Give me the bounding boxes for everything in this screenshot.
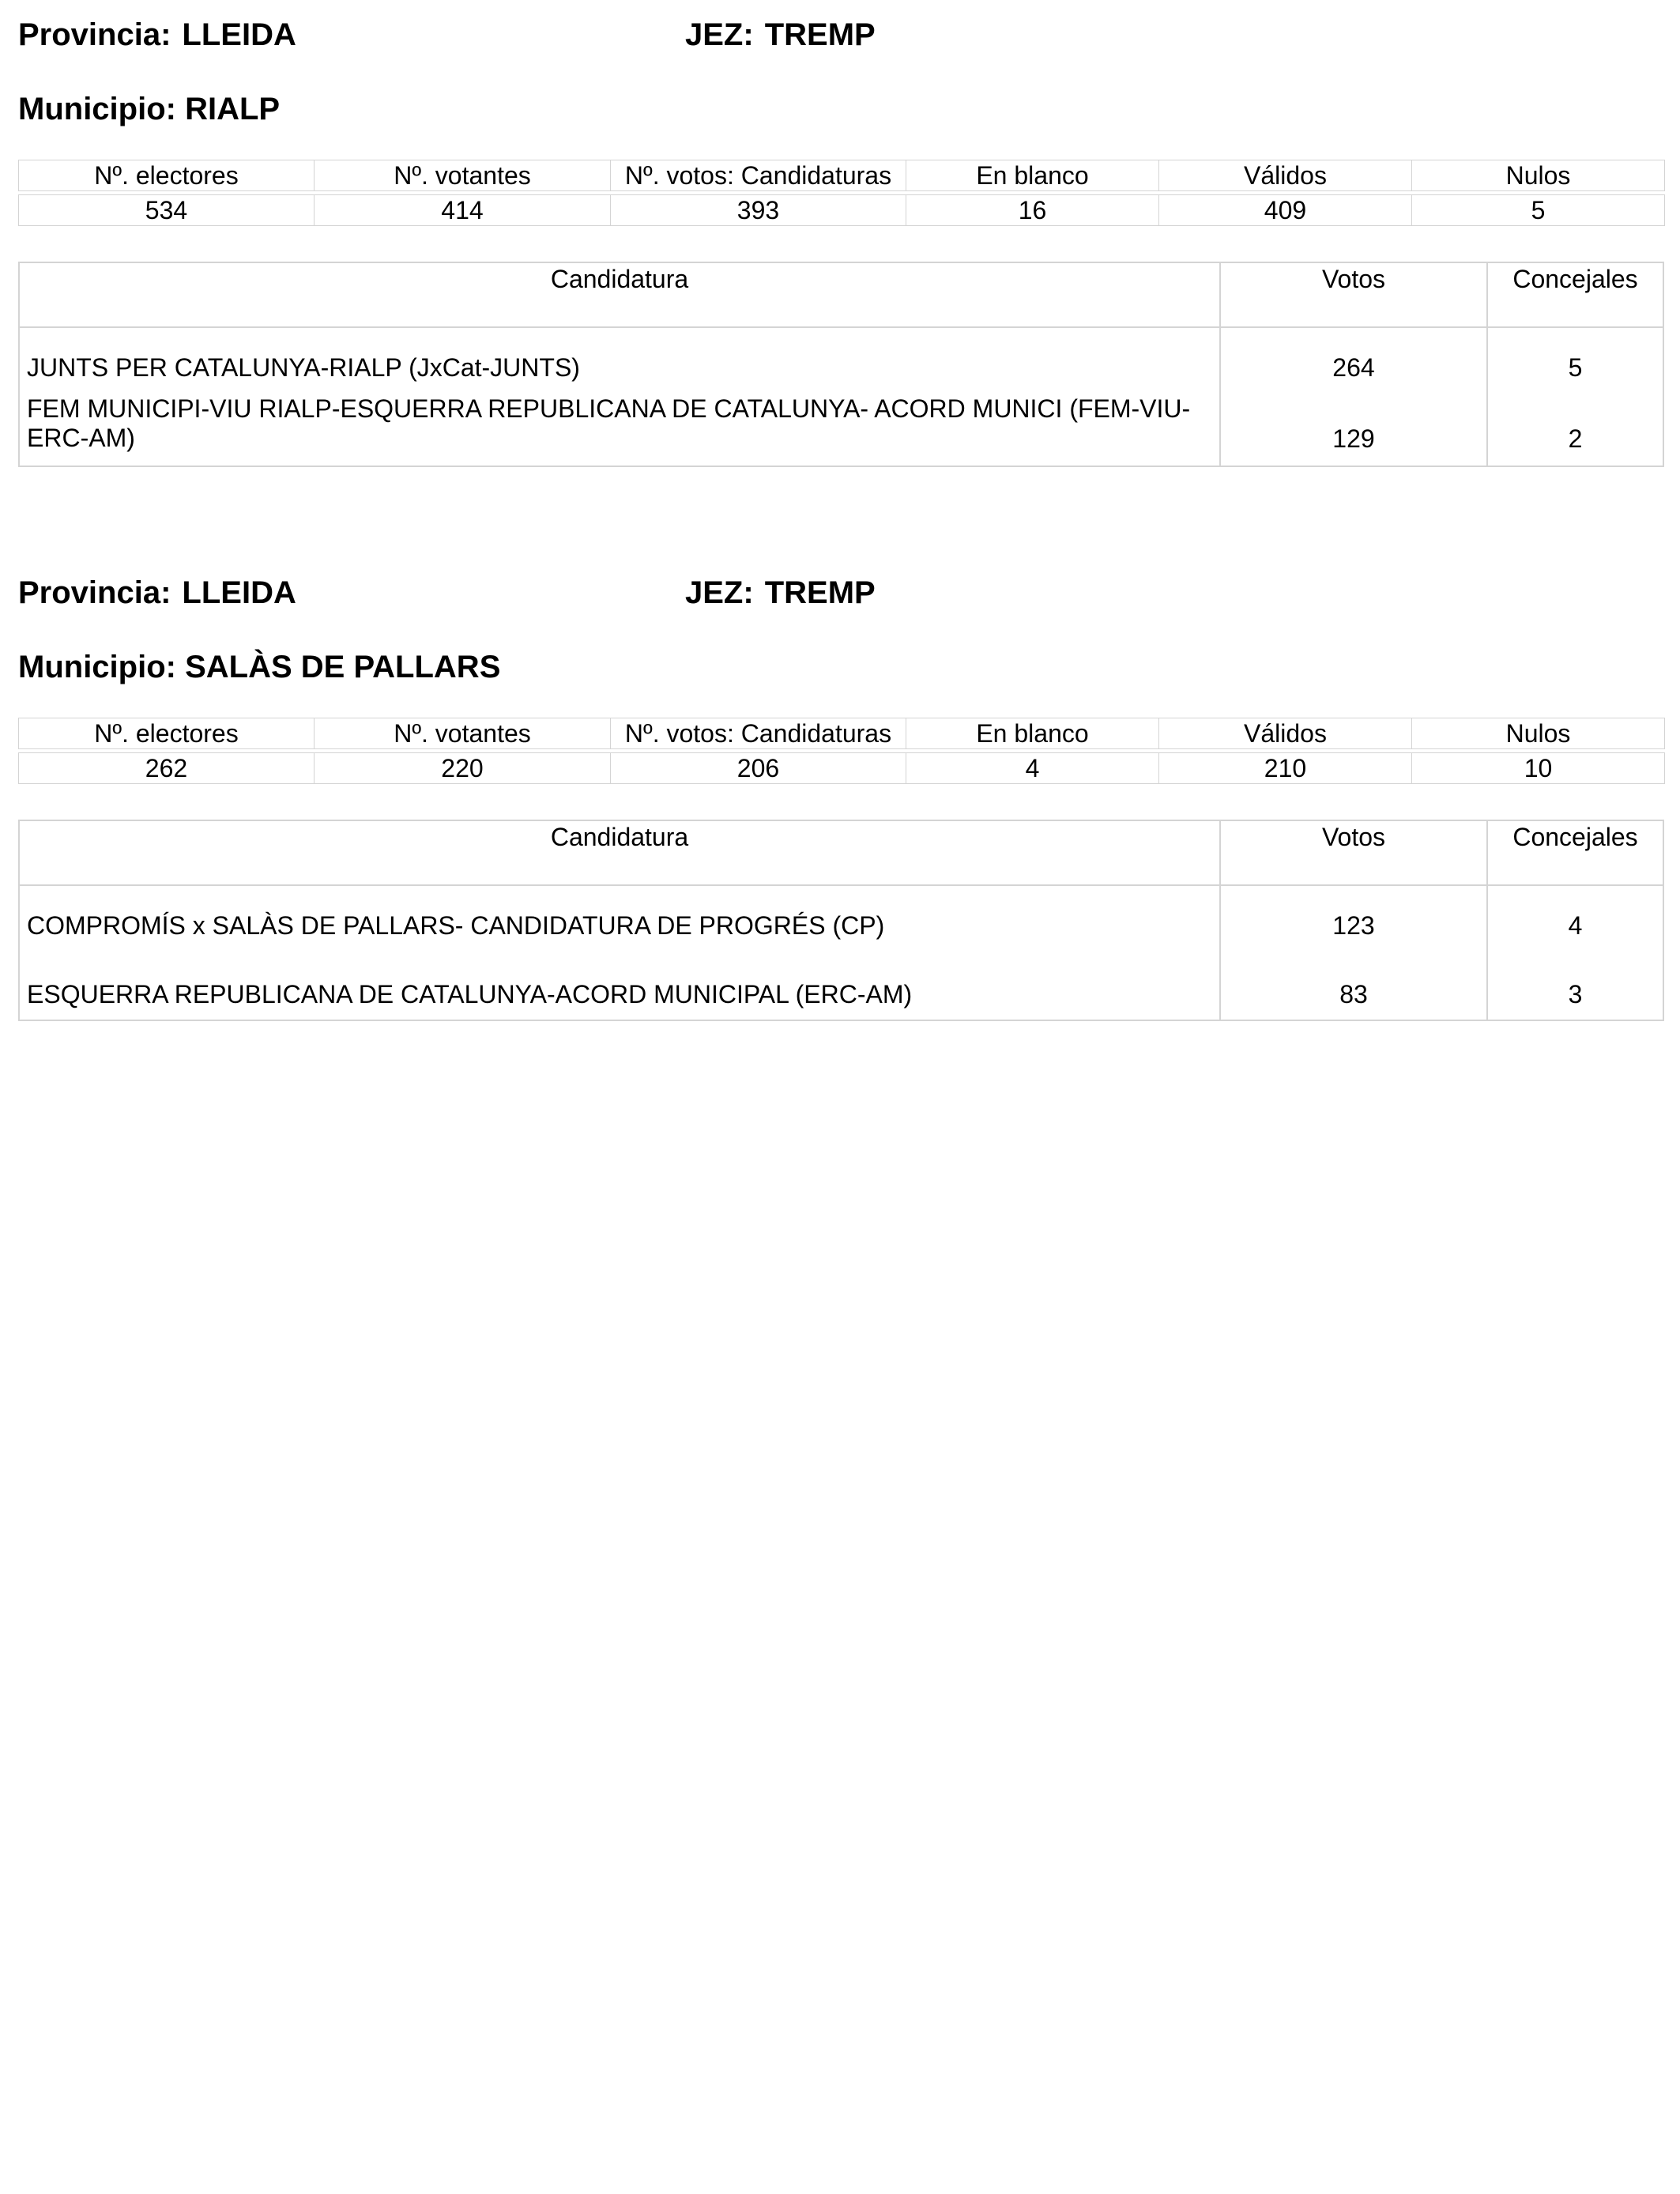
municipio-heading — [18, 648, 500, 686]
candidaturas-table — [18, 262, 1664, 467]
candidatura-concejales: 3 — [1568, 980, 1583, 1008]
jez-heading — [685, 16, 876, 54]
stat-header: Nº. votantes — [315, 160, 611, 191]
provincia-heading — [18, 16, 296, 54]
candidatura-votos: 264 — [1332, 353, 1375, 382]
stats-table — [18, 718, 1665, 784]
municipio-value: RIALP — [185, 92, 281, 126]
stat-header: Válidos — [1159, 718, 1412, 749]
votos-header: Votos — [1321, 823, 1386, 851]
candidatura-name: ESQUERRA REPUBLICANA DE CATALUNYA-ACORD MUNICIPAL (ERC-AM) — [27, 980, 913, 1008]
provincia-value: LLEIDA — [182, 575, 296, 610]
stat-header: Nulos — [1412, 160, 1665, 191]
stat-value: 4 — [906, 753, 1159, 784]
provincia-label: Provincia: — [18, 17, 171, 52]
stat-header: Nº. electores — [19, 160, 315, 191]
stat-header: Válidos — [1159, 160, 1412, 191]
provincia-label: Provincia: — [18, 575, 171, 610]
municipio-label: Municipio: — [18, 650, 176, 684]
stat-value: 220 — [315, 753, 611, 784]
stat-header: En blanco — [906, 718, 1159, 749]
candidatura-votos: 123 — [1332, 911, 1375, 940]
candidatura-concejales: 5 — [1568, 353, 1583, 382]
stats-header-row — [19, 718, 1665, 749]
stat-header: Nº. votos: Candidaturas — [611, 718, 906, 749]
jez-label: JEZ: — [685, 575, 754, 610]
stat-header: Nº. votantes — [315, 718, 611, 749]
candidaturas-table — [18, 820, 1664, 1021]
jez-value: TREMP — [764, 17, 876, 52]
concejales-header: Concejales — [1512, 265, 1638, 293]
stat-value: 534 — [19, 195, 315, 226]
candidatura-name: FEM MUNICIPI-VIU RIALP-ESQUERRA REPUBLICANA DE CATALUNYA- ACORD MUNICI (FEM-VIU-ERC-AM) — [27, 394, 1191, 452]
provincia-value: LLEIDA — [182, 17, 296, 52]
stat-value: 210 — [1159, 753, 1412, 784]
stats-value-row — [19, 195, 1665, 226]
municipio-value: SALÀS DE PALLARS — [185, 650, 501, 684]
candidatura-votos: 129 — [1332, 424, 1375, 453]
candidatura-votos: 83 — [1339, 980, 1368, 1008]
section-salas-de-pallars — [18, 558, 1664, 1032]
candidatura-concejales: 2 — [1568, 424, 1583, 453]
concejales-header: Concejales — [1512, 823, 1638, 851]
municipio-label: Municipio: — [18, 92, 176, 126]
stat-header: En blanco — [906, 160, 1159, 191]
candidatura-header: Candidatura — [550, 265, 689, 293]
stat-header: Nulos — [1412, 718, 1665, 749]
stat-header: Nº. electores — [19, 718, 315, 749]
stat-value: 262 — [19, 753, 315, 784]
provincia-heading — [18, 574, 296, 612]
stat-value: 5 — [1412, 195, 1665, 226]
candidatura-header: Candidatura — [550, 823, 689, 851]
stat-value: 414 — [315, 195, 611, 226]
jez-value: TREMP — [764, 575, 876, 610]
jez-heading — [685, 574, 876, 612]
votos-header: Votos — [1321, 265, 1386, 293]
jez-label: JEZ: — [685, 17, 754, 52]
stats-header-row — [19, 160, 1665, 191]
stat-value: 409 — [1159, 195, 1412, 226]
stats-table — [18, 160, 1665, 226]
stat-value: 16 — [906, 195, 1159, 226]
stat-value: 10 — [1412, 753, 1665, 784]
candidatura-name: JUNTS PER CATALUNYA-RIALP (JxCat-JUNTS) — [27, 353, 580, 382]
stats-value-row — [19, 753, 1665, 784]
candidatura-concejales: 4 — [1568, 911, 1583, 940]
stat-value: 206 — [611, 753, 906, 784]
stat-header: Nº. votos: Candidaturas — [611, 160, 906, 191]
stat-value: 393 — [611, 195, 906, 226]
candidatura-name: COMPROMÍS x SALÀS DE PALLARS- CANDIDATURA DE PROGRÉS (CP) — [27, 911, 885, 940]
section-rialp — [18, 0, 1664, 474]
municipio-heading — [18, 90, 280, 128]
